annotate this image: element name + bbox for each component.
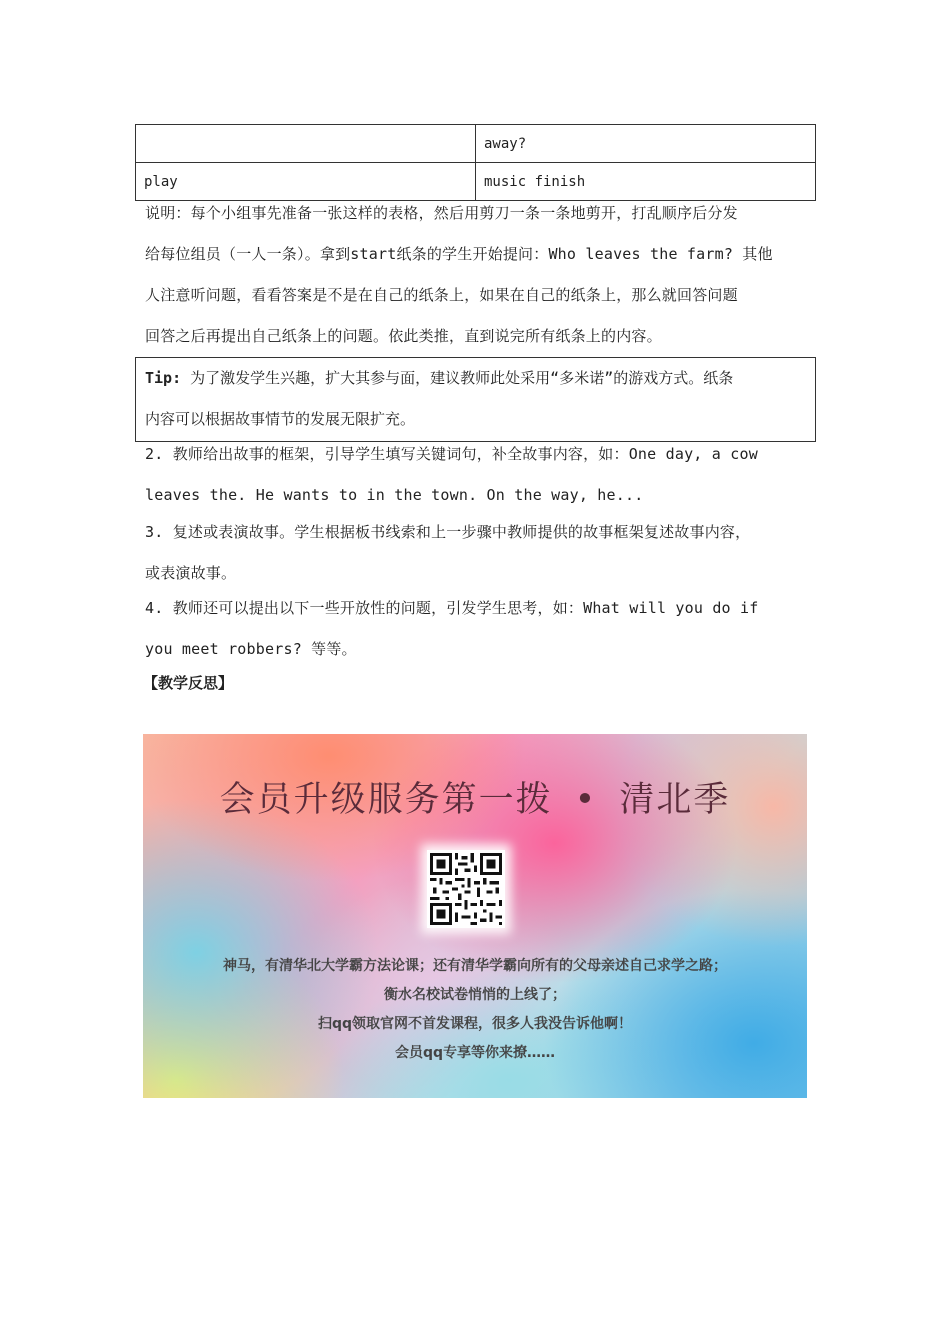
text-line: 或表演故事。 (145, 564, 237, 582)
text-line: 2. 教师给出故事的框架，引导学生填写关键词句，补全故事内容，如：One day, a cow (145, 445, 758, 463)
text-line: 说明：每个小组事先准备一张这样的表格，然后用剪刀一条一条地剪开，打乱顺序后分发 (145, 204, 738, 222)
banner-line: 神马，有清华北大学霸方法论课；还有清华学霸向所有的父母亲述自己求学之路； (223, 958, 727, 974)
tip-text-line: 内容可以根据故事情节的发展无限扩充。 (145, 410, 416, 428)
banner-title-separator: • (574, 780, 598, 820)
strip-table (135, 124, 816, 201)
banner-title-right: 清北季 (619, 780, 731, 820)
explanation-paragraph (145, 193, 807, 357)
promo-banner[interactable] (143, 734, 807, 1098)
tip-label: Tip: (145, 369, 182, 387)
step-3-paragraph (145, 512, 807, 594)
banner-line: 扫qq领取官网不首发课程，很多人我没告诉他啊！ (317, 1016, 633, 1032)
step-4-paragraph (145, 588, 807, 670)
table-cell: play (136, 163, 476, 201)
banner-line: 衡水名校试卷悄悄的上线了； (384, 987, 566, 1003)
reflection-heading: 【教学反思】 (143, 674, 234, 692)
text-line: 4. 教师还可以提出以下一些开放性的问题，引发学生思考，如：What will you do if (145, 599, 759, 617)
text-line: 人注意听问题，看看答案是不是在自己的纸条上，如果在自己的纸条上，那么就回答问题 (145, 286, 738, 304)
table-cell: away? (476, 125, 816, 163)
qr-code-icon[interactable] (427, 850, 505, 928)
table-row (136, 125, 816, 163)
text-line: 3. 复述或表演故事。学生根据板书线索和上一步骤中教师提供的故事框架复述故事内容， (145, 523, 751, 541)
banner-line: 会员qq专享等你来撩…… (394, 1045, 556, 1061)
banner-text-block (143, 952, 807, 1068)
text-line: 回答之后再提出自己纸条上的问题。依此类推，直到说完所有纸条上的内容。 (145, 327, 662, 345)
banner-title (143, 772, 807, 822)
step-2-paragraph (145, 434, 807, 516)
tip-text-line: 为了激发学生兴趣，扩大其参与面，建议教师此处采用“多米诺”的游戏方式。纸条 (181, 369, 734, 387)
table-cell (136, 125, 476, 163)
banner-title-left: 会员升级服务第一拨 (219, 780, 553, 820)
text-line: 给每位组员（一人一条）。拿到start纸条的学生开始提问：Who leaves the farm? 其他 (145, 245, 773, 263)
tip-box (135, 357, 816, 442)
table-cell: music finish (476, 163, 816, 201)
text-line: you meet robbers? 等等。 (145, 640, 357, 658)
text-line: leaves the. He wants to in the town. On the way, he... (145, 486, 644, 504)
